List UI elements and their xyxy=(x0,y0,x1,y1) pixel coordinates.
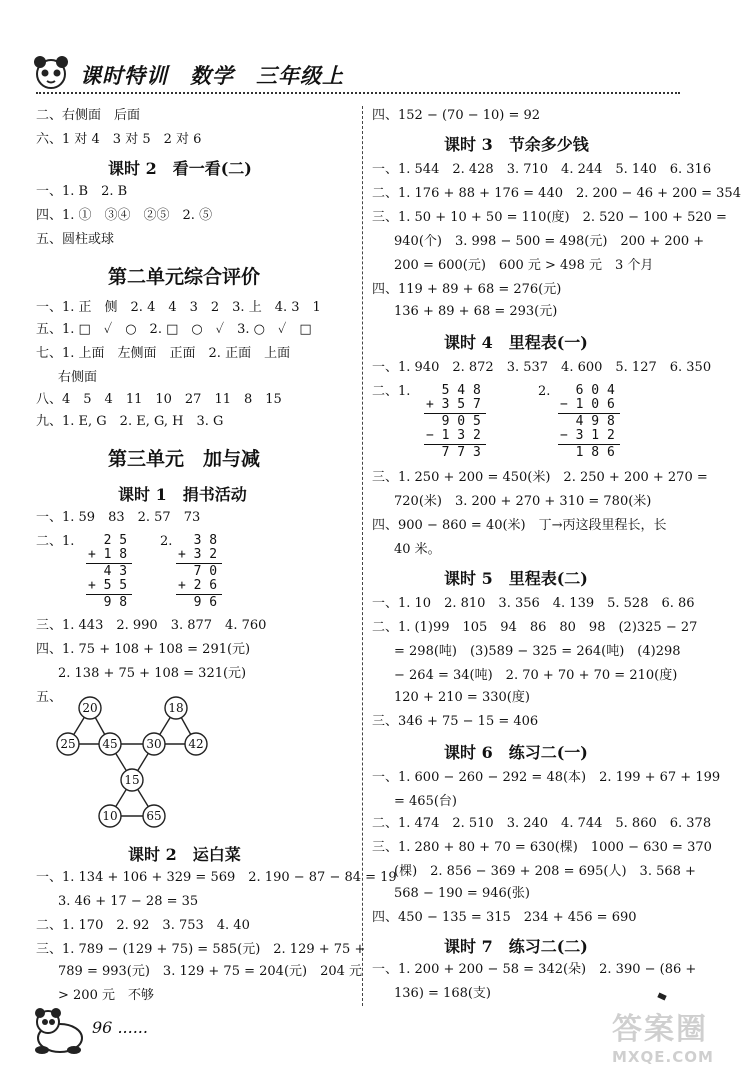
answer-line: 一、1. 正 侧 2. 4 4 3 2 3. 上 4. 3 1 xyxy=(36,300,321,315)
ink-mark xyxy=(657,993,666,1001)
calc-row: 2 5 xyxy=(88,533,128,548)
answer-line: − 264 = 34(吨) 2. 70 + 70 + 70 = 210(度) xyxy=(394,668,678,683)
calc-row: 7 0 xyxy=(178,564,218,579)
answer-line: 七、1. 上面 左侧面 正面 2. 正面 上面 xyxy=(36,346,291,361)
answer-line: = 298(吨) (3)589 − 325 = 264(吨) (4)298 xyxy=(394,644,681,659)
answer-line: 568 − 190 = 946(张) xyxy=(394,886,530,901)
answer-line: 2. xyxy=(538,384,551,399)
answer-line: 二、1. 474 2. 510 3. 240 4. 744 5. 860 6. 378 xyxy=(372,816,712,831)
answer-line: 九、1. E, G 2. E, G, H 3. G xyxy=(36,414,224,429)
header-divider xyxy=(36,92,680,94)
answer-line: 三、1. 280 + 80 + 70 = 630(棵) 1000 − 630 = 370 xyxy=(372,840,712,855)
calc-row: 6 0 4 xyxy=(560,383,615,398)
answer-line: 六、1 对 4 3 对 5 2 对 6 xyxy=(36,132,202,147)
answer-line: 二、1. xyxy=(36,534,75,549)
answer-line: 2. xyxy=(160,534,173,549)
answer-line: 三、1. 443 2. 990 3. 877 4. 760 xyxy=(36,618,267,633)
calc-row: 9 0 5 xyxy=(426,414,481,429)
calc-row: + 1 8 xyxy=(88,547,128,562)
calc-row: + 5 5 xyxy=(88,578,128,593)
answer-line: 八、4 5 4 11 10 27 11 8 15 xyxy=(36,392,282,407)
node-label: 15 xyxy=(124,773,140,787)
answer-line: 2. 138 + 75 + 108 = 321(元) xyxy=(58,666,247,681)
node-label: 25 xyxy=(60,737,76,751)
calc-row: + 3 2 xyxy=(178,547,218,562)
watermark-url: MXQE.COM xyxy=(612,1048,714,1066)
answer-line: 一、1. 940 2. 872 3. 537 4. 600 5. 127 6. 350 xyxy=(372,360,712,375)
answer-line: 200 = 600(元) 600 元 > 498 元 3 个月 xyxy=(394,258,654,273)
answer-line: 右侧面 xyxy=(58,370,98,385)
answer-line: 136 + 89 + 68 = 293(元) xyxy=(394,304,558,319)
lesson-title: 课时 6 练习二(一) xyxy=(444,743,588,762)
answer-line: 120 + 210 = 330(度) xyxy=(394,690,530,705)
unit-title: 第二单元综合评价 xyxy=(108,266,261,288)
lesson-title: 课时 7 练习二(二) xyxy=(444,937,588,956)
node-label: 30 xyxy=(146,737,162,751)
calc-row: − 1 0 6 xyxy=(560,397,615,412)
calc-row: − 3 1 2 xyxy=(560,428,615,443)
lesson-title: 课时 2 运白菜 xyxy=(128,845,241,864)
answer-line: 二、1. (1)99 105 94 86 80 98 (2)325 − 27 xyxy=(372,620,698,635)
calc-row: 9 6 xyxy=(178,595,218,610)
calc-row: 4 3 xyxy=(88,564,128,579)
answer-line: 五、 xyxy=(36,690,63,705)
page-number: 96 ...... xyxy=(92,1018,148,1037)
calc-row: + 2 6 xyxy=(178,578,218,593)
watermark-logo xyxy=(612,1004,732,1066)
calc-row: − 1 3 2 xyxy=(426,428,481,443)
answer-line: 二、1. 170 2. 92 3. 753 4. 40 xyxy=(36,918,250,933)
answer-line: 二、1. 176 + 88 + 176 = 440 2. 200 − 46 + 200 = 354 xyxy=(372,186,741,201)
calc-row: + 3 5 7 xyxy=(426,397,481,412)
calc-row: 4 9 8 xyxy=(560,414,615,429)
answer-line: 720(米) 3. 200 + 270 + 310 = 780(米) xyxy=(394,494,652,509)
page-header-title: 课时特训 数学 三年级上 xyxy=(80,64,344,88)
answer-line: 三、1. 250 + 200 = 450(米) 2. 250 + 200 + 270 = xyxy=(372,470,708,485)
lesson-title: 课时 5 里程表(二) xyxy=(444,569,588,588)
lesson-title: 课时 4 里程表(一) xyxy=(444,333,588,352)
panda-logo-icon xyxy=(28,52,74,92)
unit-title: 第三单元 加与减 xyxy=(108,448,261,470)
lesson-title: 课时 3 节余多少钱 xyxy=(444,135,589,154)
node-label: 10 xyxy=(102,809,118,823)
lesson-title: 课时 1 捐书活动 xyxy=(118,485,247,504)
answer-line: 一、1. 134 + 106 + 329 = 569 2. 190 − 87 − 84 = 19 xyxy=(36,870,397,885)
calc-row: 1 8 6 xyxy=(560,445,615,460)
node-label: 20 xyxy=(82,701,98,715)
lesson-title: 课时 2 看一看(二) xyxy=(108,159,252,178)
watermark-text: 答案圈 xyxy=(612,1012,708,1047)
answer-line: 三、1. 50 + 10 + 50 = 110(度) 2. 520 − 100 + 520 = xyxy=(372,210,727,225)
answer-line: (棵) 2. 856 − 369 + 208 = 695(人) 3. 568 + xyxy=(394,864,696,879)
calc-row: 7 7 3 xyxy=(426,445,481,460)
answer-line: 一、1. 544 2. 428 3. 710 4. 244 5. 140 6. 316 xyxy=(372,162,712,177)
answer-line: 40 米。 xyxy=(394,542,441,557)
answer-line: 五、圆柱或球 xyxy=(36,232,115,247)
answer-line: 四、450 − 135 = 315 234 + 456 = 690 xyxy=(372,910,637,925)
calc-row: 5 4 8 xyxy=(426,383,481,398)
answer-line: 一、1. 10 2. 810 3. 356 4. 139 5. 528 6. 86 xyxy=(372,596,695,611)
number-triangle-diagram xyxy=(50,694,220,830)
answer-line: 789 = 993(元) 3. 129 + 75 = 204(元) 204 元 xyxy=(58,964,363,979)
answer-line: 一、1. 600 − 260 − 292 = 48(本) 2. 199 + 67 + 199 xyxy=(372,770,721,785)
answer-line: 940(个) 3. 998 − 500 = 498(元) 200 + 200 + xyxy=(394,234,705,249)
answer-line: 一、1. B 2. B xyxy=(36,184,128,199)
answer-line: 一、1. 200 + 200 − 58 = 342(朵) 2. 390 − (86 + xyxy=(372,962,697,977)
answer-line: 四、119 + 89 + 68 = 276(元) xyxy=(372,282,562,297)
answer-line: 三、346 + 75 − 15 = 406 xyxy=(372,714,539,729)
answer-line: 3. 46 + 17 − 28 = 35 xyxy=(58,894,199,909)
answer-line: 136) = 168(支) xyxy=(394,986,491,1001)
answer-line: 四、152 − (70 − 10) = 92 xyxy=(372,108,541,123)
answer-line: 一、1. 59 83 2. 57 73 xyxy=(36,510,201,525)
answer-line: 二、1. xyxy=(372,384,411,399)
answer-line: 四、1. ① ③④ ②⑤ 2. ⑤ xyxy=(36,208,213,223)
answer-line: 三、1. 789 − (129 + 75) = 585(元) 2. 129 + 75 + xyxy=(36,942,366,957)
node-label: 18 xyxy=(168,701,184,715)
panda-mascot-icon xyxy=(30,1004,88,1056)
answer-line: 四、900 − 860 = 40(米) 丁→丙这段里程长，长 xyxy=(372,518,667,533)
answer-line: 五、1. □ ✓ ○ 2. □ ○ ✓ 3. ○ ✓ □ xyxy=(36,322,312,337)
answer-line: > 200 元 不够 xyxy=(58,988,154,1003)
node-label: 45 xyxy=(102,737,118,751)
calc-row: 3 8 xyxy=(178,533,218,548)
node-label: 65 xyxy=(146,809,162,823)
calc-row: 9 8 xyxy=(88,595,128,610)
answer-line: 二、右侧面 后面 xyxy=(36,108,141,123)
node-label: 42 xyxy=(188,737,204,751)
answer-line: 四、1. 75 + 108 + 108 = 291(元) xyxy=(36,642,251,657)
answer-line: = 465(台) xyxy=(394,794,457,809)
